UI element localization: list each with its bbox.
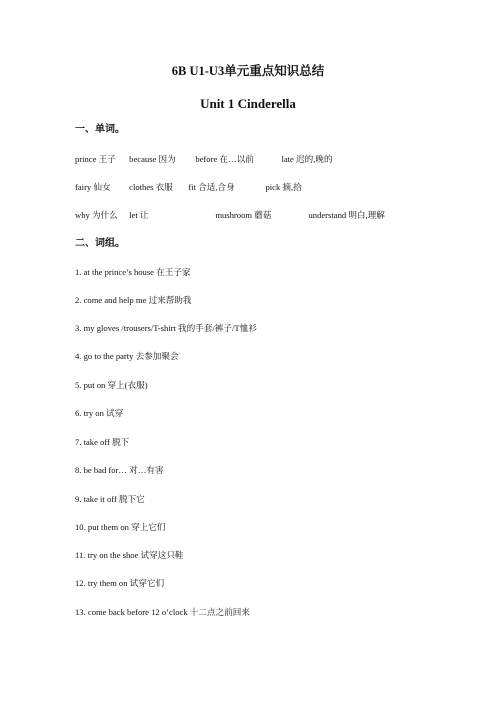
phrase-item: 11. try on the shoe 试穿这只鞋 xyxy=(75,550,184,560)
phrases-section-heading: 二、词组。 xyxy=(75,238,125,249)
phrase-item: 6. try on 试穿 xyxy=(75,408,124,418)
phrase-item: 13. come back before 12 o’clock 十二点之前回来 xyxy=(75,607,250,617)
word-entry: late 迟的,晚的 xyxy=(281,154,333,164)
word-entry: pick 摘,拾 xyxy=(265,182,302,192)
phrase-item: 10. put them on 穿上它们 xyxy=(75,522,166,532)
phrase-item: 5. put on 穿上(衣服) xyxy=(75,380,148,390)
word-entry: because 因为 xyxy=(129,154,176,164)
phrase-item: 9. take it off 脱下它 xyxy=(75,494,145,504)
word-entry: fairy 仙女 xyxy=(75,182,111,192)
words-row-1 xyxy=(75,154,333,165)
word-entry: let 让 xyxy=(129,210,149,220)
words-row-3 xyxy=(75,210,385,221)
word-entry: clothes 衣服 xyxy=(129,182,173,192)
document-title: 6B U1-U3单元重点知识总结 xyxy=(171,64,325,78)
phrase-item: 7. take off 脱下 xyxy=(75,437,130,447)
words-section-heading: 一、单词。 xyxy=(75,124,125,135)
phrase-item: 3. my gloves /trousers/T-shirt 我的手套/裤子/T恤衫 xyxy=(75,323,257,333)
phrase-item: 4. go to the party 去参加聚会 xyxy=(75,351,179,361)
word-entry: fit 合适,合身 xyxy=(188,182,235,192)
word-entry: why 为什么 xyxy=(75,210,118,220)
word-entry: mushroom 蘑菇 xyxy=(215,210,272,220)
phrase-item: 1. at the prince’s house 在王子家 xyxy=(75,267,191,277)
words-row-2 xyxy=(75,182,302,193)
phrase-item: 8. be bad for… 对…有害 xyxy=(75,465,164,475)
phrase-item: 12. try them on 试穿它们 xyxy=(75,578,165,588)
unit-title: Unit 1 Cinderella xyxy=(200,96,296,111)
word-entry: before 在…以前 xyxy=(195,154,254,164)
phrase-item: 2. come and help me 过来帮助我 xyxy=(75,295,192,305)
word-entry: prince 王子 xyxy=(75,154,116,164)
word-entry: understand 明白,理解 xyxy=(308,210,385,220)
